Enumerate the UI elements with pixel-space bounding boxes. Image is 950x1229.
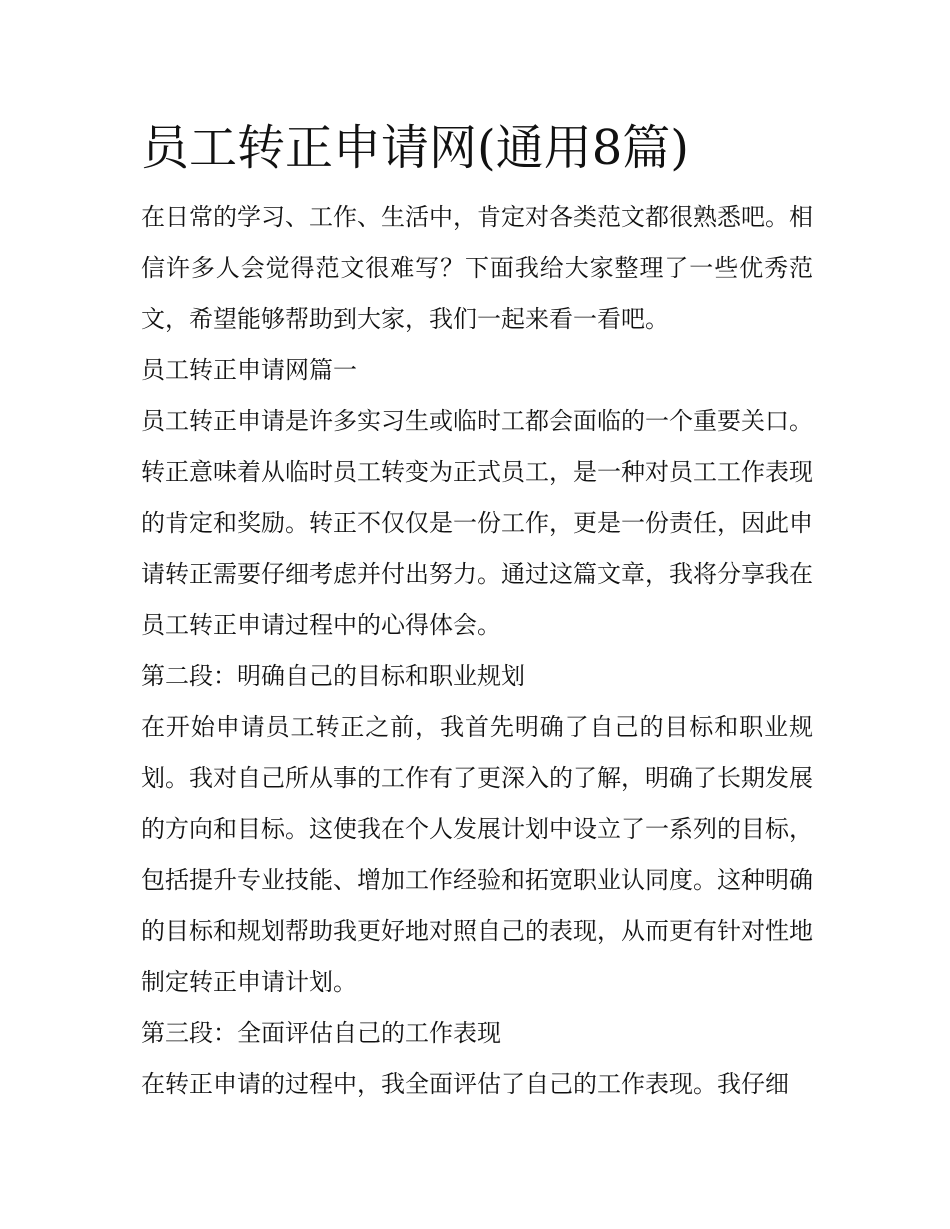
intro-paragraph: 在日常的学习、工作、生活中，肯定对各类范文都很熟悉吧。相信许多人会觉得范文很难写？下面我给大家整理了一些优秀范文，希望能够帮助到大家，我们一起来看一看吧。 bbox=[141, 203, 813, 333]
document-title: 员工转正申请网(通用8篇) bbox=[141, 120, 689, 176]
document-page bbox=[141, 112, 813, 1110]
section-2-heading: 第二段：明确自己的目标和职业规划 bbox=[141, 662, 525, 690]
section-1-heading: 员工转正申请网篇一 bbox=[141, 356, 357, 384]
section-1-paragraph: 员工转正申请是许多实习生或临时工都会面临的一个重要关口。转正意味着从临时员工转变为正式员工，是一种对员工工作表现的肯定和奖励。转正不仅仅是一份工作，更是一份责任，因此申请转正需要仔细考虑并付出努力。通过这篇文章，我将分享我在员工转正申请过程中的心得体会。 bbox=[141, 407, 813, 639]
section-3-paragraph: 在转正申请的过程中，我全面评估了自己的工作表现。我仔细 bbox=[141, 1070, 789, 1098]
section-2-paragraph: 在开始申请员工转正之前，我首先明确了自己的目标和职业规划。我对自己所从事的工作有了更深入的了解，明确了长期发展的方向和目标。这使我在个人发展计划中设立了一系列的目标，包括提升专业技能、增加工作经验和拓宽职业认同度。这种明确的目标和规划帮助我更好地对照自己的表现，从而更有针对性地制定转正申请计划。 bbox=[141, 713, 813, 996]
section-3-heading: 第三段：全面评估自己的工作表现 bbox=[141, 1019, 501, 1047]
